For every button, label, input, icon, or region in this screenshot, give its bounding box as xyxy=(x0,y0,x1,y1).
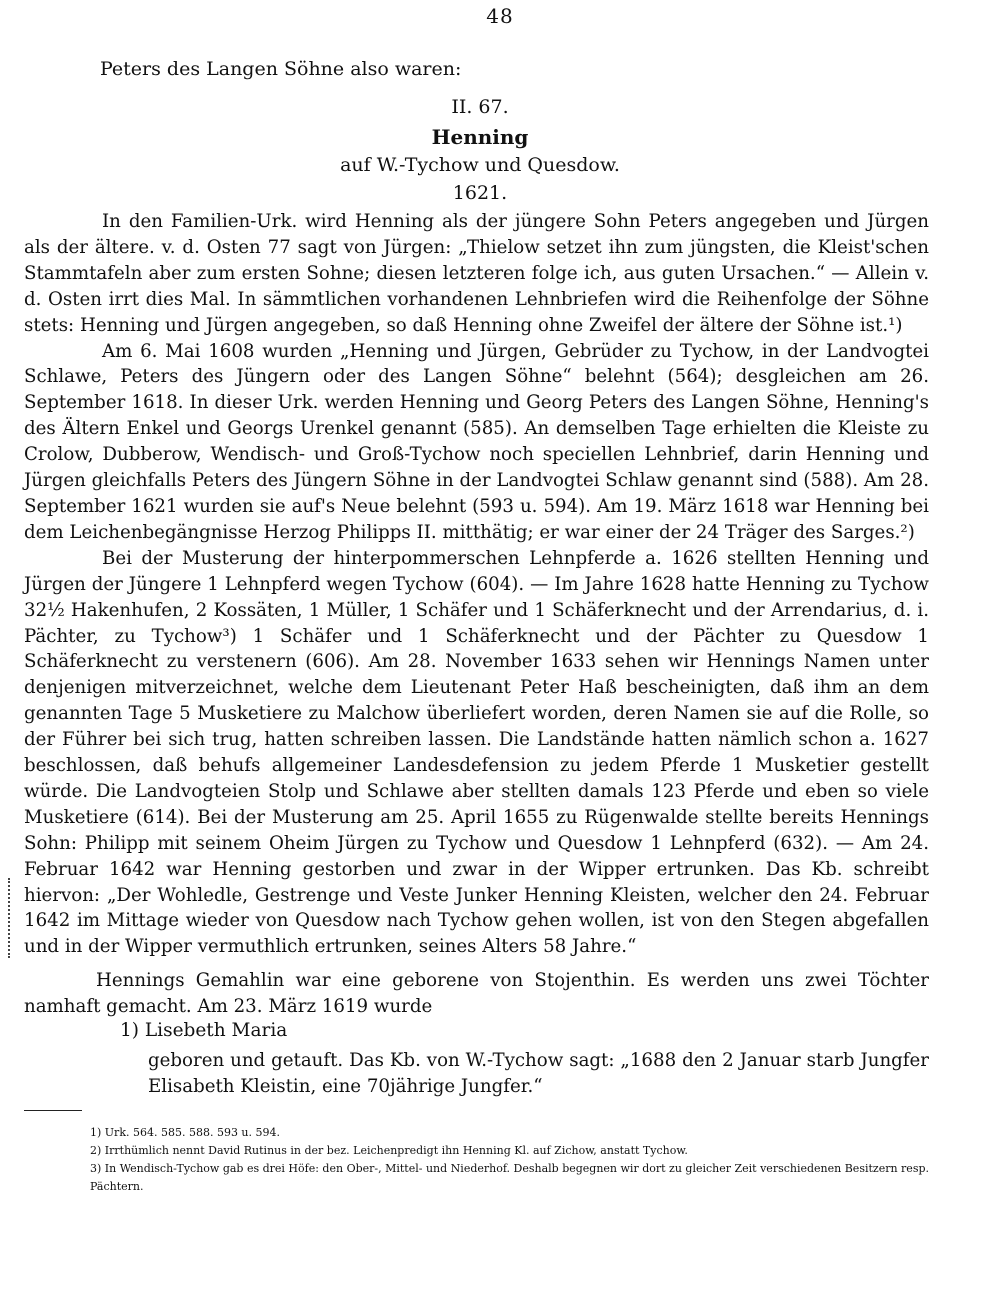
entry-number: II. 67. xyxy=(451,96,509,118)
page-number: 48 xyxy=(486,4,514,28)
daughter-text: geboren und getauft. Das Kb. von W.-Tychow sagt: „1688 den 2 Januar starb Jungfer Elisabeth Kleistin, eine 70jährige Jungfer.“ xyxy=(148,1050,929,1097)
footnote-rule xyxy=(24,1110,82,1111)
footnote-2: 2) Irrthümlich nennt David Rutinus in der bez. Leichenpredigt ihn Henning Kl. auf Zichow, anstatt Tychow. xyxy=(90,1144,688,1157)
entry-year: 1621. xyxy=(452,182,508,204)
entry-place: auf W.-Tychow und Quesdow. xyxy=(340,154,620,176)
wife-paragraph: Hennings Gemahlin war eine geborene von Stojenthin. Es werden uns zwei Töchter namhaft gemacht. Am 23. März 1619 wurde xyxy=(24,970,929,1017)
margin-mark xyxy=(8,878,12,958)
entry-name: Henning xyxy=(431,125,529,149)
footnotes xyxy=(24,1124,929,1196)
daughter-heading: 1) Lisebeth Maria xyxy=(120,1020,288,1041)
paragraph-2: Am 6. Mai 1608 wurden „Henning und Jürgen, Gebrüder zu Tychow, in der Landvogtei Schlawe, Peters des Jüngern oder des Langen Söhne“ belehnt (564); desgleichen am 26. September 1618. In dieser Urk. werden Henning und Georg Peters des Langen Söhne, Henning's des Ältern Enkel und Georgs Urenkel genannt (585). An demselben Tage erhielten die Kleiste zu Crolow, Dubberow, Wendisch- und Groß-Tychow noch speciellen Lehnbrief, darin Henning und Jürgen gleichfalls Peters des Jüngern Söhne in der Landvogtei Schlaw genannt sind (588). Am 28. September 1621 wurden sie auf's Neue belehnt (593 u. 594). Am 19. März 1618 war Henning bei dem Leichenbegängnisse Herzog Philipps II. mitthätig; er war einer der 24 Träger des Sarges.²) xyxy=(24,340,929,543)
intro-line: Peters des Langen Söhne also waren: xyxy=(100,58,462,80)
paragraph-3: Bei der Musterung der hinterpommerschen Lehnpferde a. 1626 stellten Henning und Jürgen der Jüngere 1 Lehnpferd wegen Tychow (604). — Im Jahre 1628 hatte Henning zu Tychow 32½ Hakenhufen, 2 Kossäten, 1 Müller, 1 Schäfer und 1 Schäferknecht und der Arrendarius, d. i. Pächter, zu Tychow³) 1 Schäfer und 1 Schäferknecht und der Pächter zu Quesdow 1 Schäferknecht zu verstenern (606). Am 28. November 1633 sehen wir Hennings Namen unter denjenigen mitverzeichnet, welche dem Lieutenant Peter Haß bescheinigten, daß ihm an dem genannten Tage 5 Musketiere zu Malchow überliefert worden, deren Namen sie auf die Rolle, so der Führer bei sich trug, hatten schreiben lassen. Die Landstände hatten nämlich schon a. 1627 beschlossen, daß behufs allgemeiner Landesdefension zu jedem Pferde 1 Musketier gestellt würde. Die Landvogteien Stolp und Schlawe aber stellten damals 123 Pferde und eben so viele Musketiere (614). Bei der Musterung am 25. April 1655 zu Rügenwalde stellte bereits Hennings Sohn: Philipp mit seinem Oheim Jürgen zu Tychow und Quesdow 1 Lehnpferd (632). — Am 24. Februar 1642 war Henning gestorben und zwar in der Wipper ertrunken. Das Kb. schreibt hiervon: „Der Wohledle, Gestrenge und Veste Junker Henning Kleisten, welcher den 24. Februar 1642 im Mittage wieder von Quesdow nach Tychow gehen wollen, ist von den Stegen abgefallen und in der Wipper vermuthlich ertrunken, seines Alters 58 Jahre.“ xyxy=(24,547,929,958)
paragraph-1: In den Familien-Urk. wird Henning als der jüngere Sohn Peters angegeben und Jürgen als der ältere. v. d. Osten 77 sagt von Jürgen: „Thielow setzet ihn zum jüngsten, die Kleist'schen Stammtafeln aber zum ersten Sohne; diesen letzteren folge ich, aus guten Ursachen.“ — Allein v. d. Osten irrt dies Mal. In sämmtlichen vorhandenen Lehnbriefen wird die Reihenfolge der Söhne stets: Henning und Jürgen angegeben, so daß Henning ohne Zweifel der ältere der Söhne ist.¹) xyxy=(24,211,929,336)
body-text xyxy=(24,209,929,960)
footnote-3: 3) In Wendisch-Tychow gab es drei Höfe: den Ober-, Mittel- und Niederhof. Deshalb begegnen wir dort zu gleicher Zeit verschiedenen Besitzern resp. Pächtern. xyxy=(90,1162,929,1193)
footnote-1: 1) Urk. 564. 585. 588. 593 u. 594. xyxy=(90,1126,281,1139)
